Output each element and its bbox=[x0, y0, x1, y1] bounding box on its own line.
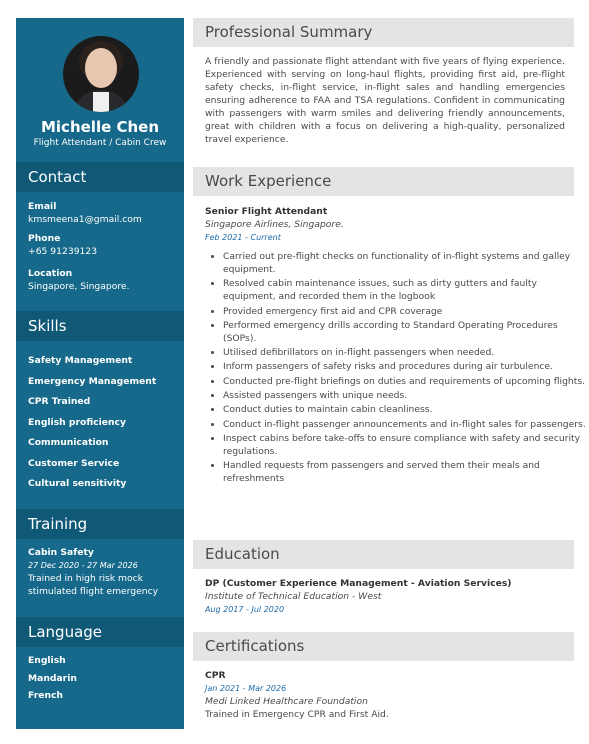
language-heading: Language bbox=[16, 617, 184, 647]
sidebar bbox=[16, 18, 184, 729]
list-item: • Conducted pre-flight briefings on duties and requirements of upcoming flights. bbox=[223, 375, 588, 388]
school-name: Institute of Technical Education - West bbox=[205, 591, 382, 602]
contact-heading: Contact bbox=[16, 162, 184, 192]
training-title: Cabin Safety bbox=[28, 547, 94, 558]
email-label: Email bbox=[28, 201, 57, 212]
summary-text: A friendly and passionate flight attendant with five years of flying experience. Experienced with serving on long-haul flights, providing first aid, pre-flight safety checks, in-flight service, in-flight sales and handling emergencies ensuring adherence to FAA and TSA regulations. Confident in communicating with passengers with warm smiles and delivering friendly announcements, great with children with a focus on delivering a high-quality, personalized travel experience. bbox=[205, 56, 565, 145]
list-item: • Assisted passengers with unique needs. bbox=[223, 389, 588, 402]
summary-heading: Professional Summary bbox=[193, 18, 574, 47]
skill-item: Customer Service bbox=[28, 458, 120, 469]
email-value: kmsmeena1@gmail.com bbox=[28, 214, 142, 225]
cert-issuer: Medi Linked Healthcare Foundation bbox=[205, 696, 368, 707]
training-dates: 27 Dec 2020 - 27 Mar 2026 bbox=[28, 561, 138, 570]
skill-item: Cultural sensitivity bbox=[28, 478, 127, 489]
job-company: Singapore Airlines, Singapore. bbox=[205, 219, 344, 230]
degree-title: DP (Customer Experience Management - Aviation Services) bbox=[205, 578, 512, 589]
training-block bbox=[28, 546, 178, 598]
candidate-name: Michelle Chen bbox=[40, 118, 160, 136]
list-item: • Performed emergency drills according to Standard Operating Procedures (SOPs). bbox=[223, 319, 588, 345]
list-item: • Conduct duties to maintain cabin cleanliness. bbox=[223, 403, 588, 416]
certification-entry bbox=[205, 669, 565, 721]
contact-block bbox=[28, 200, 142, 293]
education-dates: Aug 2017 - Jul 2020 bbox=[205, 605, 285, 614]
work-entry bbox=[205, 205, 565, 244]
job-dates: Feb 2021 - Current bbox=[205, 233, 281, 242]
list-item: • Carried out pre-flight checks on functionality of in-flight systems and galley equipment. bbox=[223, 250, 588, 276]
location-value: Singapore, Singapore. bbox=[28, 281, 130, 292]
skill-item: Safety Management bbox=[28, 355, 133, 366]
training-desc: Trained in high risk mock stimulated flight emergency bbox=[28, 573, 159, 597]
training-heading: Training bbox=[16, 509, 184, 539]
list-item: • Resolved cabin maintenance issues, such as dirty gutters and faulty equipment, and recorded them in the logbook bbox=[223, 277, 588, 303]
location-label: Location bbox=[28, 268, 73, 279]
cert-dates: Jan 2021 - Mar 2026 bbox=[205, 684, 287, 693]
list-item: • Handled requests from passengers and served them their meals and refreshments bbox=[223, 459, 588, 485]
skill-item: English proficiency bbox=[28, 417, 126, 428]
language-item: Mandarin bbox=[28, 673, 77, 684]
candidate-role: Flight Attendant / Cabin Crew bbox=[33, 138, 167, 148]
language-item: English bbox=[28, 655, 66, 666]
phone-label: Phone bbox=[28, 233, 61, 244]
list-item: • Utilised defibrillators on in-flight passengers when needed. bbox=[223, 346, 588, 359]
skills-heading: Skills bbox=[16, 311, 184, 341]
work-heading: Work Experience bbox=[193, 167, 574, 196]
certifications-heading: Certifications bbox=[193, 632, 574, 661]
cert-desc: Trained in Emergency CPR and First Aid. bbox=[205, 709, 389, 720]
list-item: • Inspect cabins before take-offs to ensure compliance with safety and security regulations. bbox=[223, 432, 588, 458]
list-item: • Conduct in-flight passenger announcements and in-flight sales for passengers. bbox=[223, 418, 588, 431]
skill-item: Communication bbox=[28, 437, 109, 448]
phone-value: +65 91239123 bbox=[28, 246, 98, 257]
skill-item: Emergency Management bbox=[28, 376, 157, 387]
skill-item: CPR Trained bbox=[28, 396, 91, 407]
language-item: French bbox=[28, 690, 63, 701]
list-item: • Inform passengers of safety risks and procedures during air turbulence. bbox=[223, 360, 588, 373]
work-bullets bbox=[205, 250, 588, 487]
profile-photo bbox=[63, 36, 139, 112]
cert-title: CPR bbox=[205, 670, 226, 681]
education-entry bbox=[205, 577, 565, 616]
list-item: • Provided emergency first aid and CPR coverage bbox=[223, 305, 588, 318]
job-title: Senior Flight Attendant bbox=[205, 206, 328, 217]
education-heading: Education bbox=[193, 540, 574, 569]
